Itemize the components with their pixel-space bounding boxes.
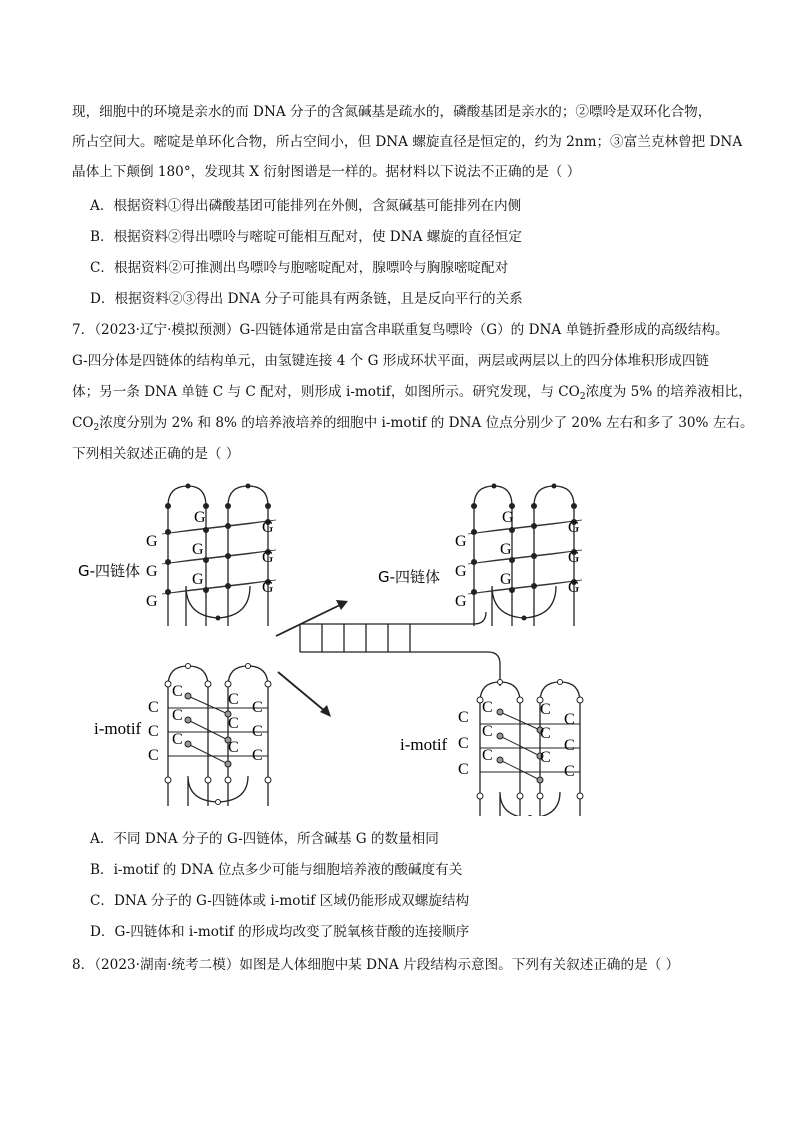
svg-text:C: C bbox=[172, 707, 183, 724]
svg-text:C: C bbox=[458, 761, 469, 778]
svg-text:C: C bbox=[172, 731, 183, 748]
q7-option-c: C．DNA 分子的 G-四链体或 i-motif 区域仍能形成双螺旋结构 bbox=[90, 893, 470, 909]
q7-stem-line-3: 体；另一条 DNA 单链 C 与 C 配对，则形成 i-motif，如图所示。研究发现，与 $CO_2$浓度为 5% 的培养液相比， bbox=[72, 384, 752, 402]
svg-text:G: G bbox=[192, 541, 204, 558]
q8-stem: 8．（2023·湖南·统考二模）如图是人体细胞中某 DNA 片段结构示意图。下列有关叙述正确的是（ ） bbox=[72, 957, 680, 973]
svg-text:G: G bbox=[262, 549, 274, 566]
svg-text:G: G bbox=[146, 533, 158, 550]
subscript-2: 2 bbox=[93, 423, 100, 433]
svg-text:G: G bbox=[146, 593, 158, 610]
svg-text:C: C bbox=[252, 699, 263, 716]
svg-text:G: G bbox=[455, 563, 467, 580]
svg-text:C: C bbox=[228, 715, 239, 732]
svg-text:C: C bbox=[482, 723, 493, 740]
svg-text:C: C bbox=[540, 725, 551, 742]
svg-text:C: C bbox=[228, 739, 239, 756]
svg-text:C: C bbox=[564, 737, 575, 754]
svg-text:C: C bbox=[228, 691, 239, 708]
svg-text:G: G bbox=[502, 509, 514, 526]
svg-text:C: C bbox=[540, 701, 551, 718]
svg-text:C: C bbox=[482, 699, 493, 716]
svg-text:C: C bbox=[458, 735, 469, 752]
q6-option-b: B．根据资料②得出嘌呤与嘧啶可能相互配对，使 DNA 螺旋的直径恒定 bbox=[90, 229, 522, 245]
svg-text:G: G bbox=[194, 509, 206, 526]
subscript-2: 2 bbox=[579, 392, 586, 402]
g-letters-left bbox=[146, 509, 274, 610]
q6-option-a: A．根据资料①得出磷酸基团可能排列在外侧，含氮碱基可能排列在内侧 bbox=[90, 198, 522, 214]
svg-text:C: C bbox=[482, 747, 493, 764]
q6-option-d: D．根据资料②③得出 DNA 分子可能具有两条链，且是反向平行的关系 bbox=[90, 291, 523, 307]
svg-text:G: G bbox=[146, 563, 158, 580]
svg-text:C: C bbox=[172, 683, 183, 700]
svg-text:G: G bbox=[262, 519, 274, 536]
c-letters-left bbox=[148, 683, 263, 764]
g-quadruplex-label-right: G-四链体 bbox=[378, 568, 441, 586]
svg-text:G: G bbox=[455, 533, 467, 550]
i-motif-label-right: i-motif bbox=[400, 735, 448, 754]
q7-stem-line-4: $CO_2$浓度分别为 2% 和 8% 的培养液培养的细胞中 i-motif 的 DNA 位点分别少了 20% 左右和多了 30% 左右。 bbox=[72, 415, 754, 433]
svg-text:G: G bbox=[568, 519, 580, 536]
arrow-down bbox=[278, 672, 331, 717]
g-quadruplex-i-motif-figure bbox=[0, 476, 794, 816]
g-quadruplex-right bbox=[468, 484, 582, 627]
double-strand-ladder bbox=[300, 612, 500, 686]
svg-text:C: C bbox=[252, 747, 263, 764]
q7-stem-line-5: 下列相关叙述正确的是（ ） bbox=[72, 446, 240, 462]
i-motif-label-left: i-motif bbox=[94, 719, 142, 738]
q7-stem-line-2: G-四分体是四链体的结构单元，由氢键连接 4 个 G 形成环状平面，两层或两层以上的四分体堆积形成四链 bbox=[72, 353, 710, 369]
arrow-up bbox=[276, 600, 348, 636]
svg-text:G: G bbox=[262, 579, 274, 596]
svg-text:C: C bbox=[564, 711, 575, 728]
q7-option-a: A．不同 DNA 分子的 G-四链体，所含碱基 G 的数量相同 bbox=[90, 831, 439, 847]
svg-text:C: C bbox=[458, 709, 469, 726]
q7-option-d: D．G-四链体和 i-motif 的形成均改变了脱氧核苷酸的连接顺序 bbox=[90, 924, 470, 940]
svg-text:C: C bbox=[148, 723, 159, 740]
g-quadruplex-label-left: G-四链体 bbox=[78, 562, 141, 580]
svg-text:C: C bbox=[564, 763, 575, 780]
svg-text:C: C bbox=[252, 723, 263, 740]
q7-option-b: B．i-motif 的 DNA 位点多少可能与细胞培养液的酸碱度有关 bbox=[90, 862, 463, 878]
svg-text:G: G bbox=[500, 541, 512, 558]
svg-text:G: G bbox=[500, 571, 512, 588]
paragraph-line-1: 现，细胞中的环境是亲水的而 DNA 分子的含氮碱基是疏水的，磷酸基团是亲水的；②嘌呤是双环化合物， bbox=[72, 104, 712, 120]
svg-text:G: G bbox=[568, 579, 580, 596]
q6-option-c: C．根据资料②可推测出鸟嘌呤与胞嘧啶配对，腺嘌呤与胸腺嘧啶配对 bbox=[90, 260, 509, 276]
paragraph-line-2: 所占空间大。嘧啶是单环化合物，所占空间小，但 DNA 螺旋直径是恒定的，约为 2nm；③富兰克林曾把 DNA bbox=[72, 134, 743, 150]
svg-text:C: C bbox=[148, 699, 159, 716]
q7-stem-line-1: 7．（2023·辽宁·模拟预测）G-四链体通常是由富含串联重复鸟嘌呤（G）的 DNA 单链折叠形成的高级结构。 bbox=[72, 322, 729, 338]
svg-text:C: C bbox=[148, 747, 159, 764]
svg-text:C: C bbox=[540, 749, 551, 766]
g-quadruplex-left bbox=[162, 484, 276, 627]
paragraph-line-3: 晶体上下颠倒 180°，发现其 X 衍射图谱是一样的。据材料以下说法不正确的是（ ） bbox=[72, 164, 581, 180]
svg-text:G: G bbox=[568, 549, 580, 566]
svg-text:G: G bbox=[192, 571, 204, 588]
svg-text:G: G bbox=[455, 593, 467, 610]
